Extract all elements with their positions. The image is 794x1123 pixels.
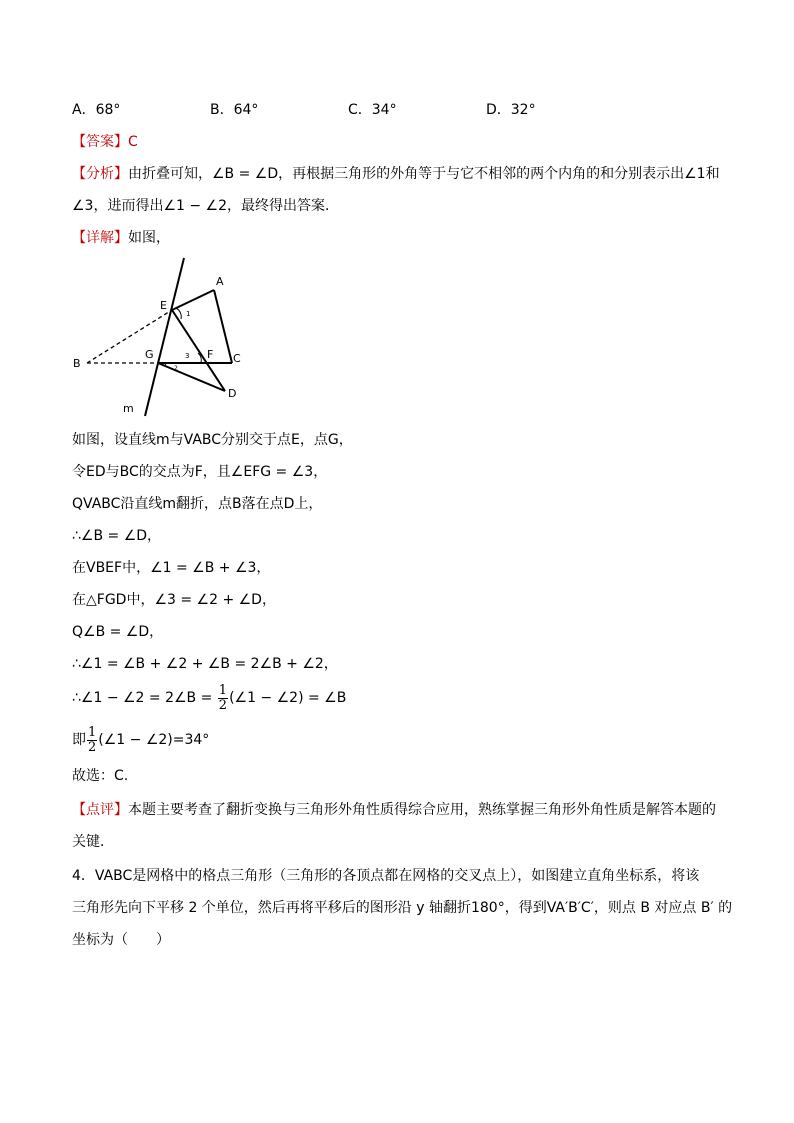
fold-line-m (145, 258, 184, 416)
solution-step-5: 在VBEF中，∠1 = ∠B + ∠3， (72, 560, 271, 576)
solution-step-10 (72, 724, 209, 756)
solution-step-4: ∴∠B = ∠D， (72, 528, 162, 544)
label-E: E (160, 299, 167, 312)
option-a: A．68° (72, 102, 121, 118)
geometry-figure (60, 252, 260, 422)
step10-fraction (87, 726, 97, 755)
option-c: C．34° (348, 102, 397, 118)
question-4-line-3: 坐标为（ ） (72, 932, 170, 948)
question-4-line-1: 4．VABC是网格中的格点三角形（三角形的各顶点都在网格的交叉点上），如图建立直角坐标系，将该 (72, 868, 700, 884)
detail-tag: 【详解】 (72, 230, 128, 246)
solution-step-9 (72, 682, 346, 714)
answer-line (72, 132, 138, 152)
answer-value: C (128, 134, 138, 150)
label-m: m (123, 402, 134, 415)
label-A: A (216, 275, 224, 288)
solution-step-1: 如图，设直线m与VABC分别交于点E，点G， (72, 432, 353, 448)
label-angle-3: 3 (185, 352, 190, 360)
step10-left: 即 (72, 732, 86, 748)
comment-line-2: 关键． (72, 834, 114, 850)
comment-text-1: 本题主要考查了翻折变换与三角形外角性质得综合应用，熟练掌握三角形外角性质是解答本题的 (128, 802, 716, 818)
step10-right: (∠1 − ∠2)=34° (98, 732, 210, 748)
comment-line-1 (72, 800, 716, 820)
label-C: C (233, 352, 241, 365)
step9-frac-num: 1 (218, 682, 228, 698)
solution-step-8: ∴∠1 = ∠B + ∠2 + ∠B = 2∠B + ∠2， (72, 656, 338, 672)
analysis-text-1: 由折叠可知，∠B = ∠D，再根据三角形的外角等于与它不相邻的两个内角的和分别表示出∠1和 (128, 166, 720, 182)
step10-frac-den: 2 (88, 739, 97, 755)
solution-step-7: Q∠B = ∠D， (72, 624, 164, 640)
analysis-line-2: ∠3，进而得出∠1 − ∠2，最终得出答案． (72, 198, 340, 214)
step9-right: (∠1 − ∠2) = ∠B (229, 690, 347, 706)
label-angle-2: 2 (174, 365, 178, 372)
question-4-line-2: 三角形先向下平移 2 个单位，然后再将平移后的图形沿 y 轴翻折180°，得到VA′B′C′，则点 B 对应点 B′ 的 (72, 900, 733, 916)
detail-line (72, 228, 170, 248)
triangle-edges (158, 290, 232, 391)
step10-frac-num: 1 (88, 724, 97, 740)
label-G: G (145, 348, 154, 361)
analysis-line-1 (72, 164, 720, 184)
choice-line: 故选：C. (72, 768, 129, 784)
comment-tag: 【点评】 (72, 802, 128, 818)
step9-fraction (218, 684, 228, 713)
analysis-tag: 【分析】 (72, 166, 128, 182)
option-b: B．64° (210, 102, 259, 118)
label-B: B (73, 357, 81, 370)
solution-step-2: 令ED与BC的交点为F，且∠EFG = ∠3， (72, 464, 328, 480)
option-d: D．32° (486, 102, 536, 118)
label-D: D (228, 387, 237, 400)
step9-frac-den: 2 (218, 697, 228, 713)
label-F: F (207, 348, 214, 361)
answer-tag: 【答案】 (72, 134, 128, 150)
solution-step-3: QVABC沿直线m翻折，点B落在点D上， (72, 496, 323, 512)
solution-step-6: 在△FGD中，∠3 = ∠2 + ∠D， (72, 592, 276, 608)
label-angle-1: 1 (186, 310, 191, 318)
step9-left: ∴∠1 − ∠2 = 2∠B = (72, 690, 217, 706)
detail-intro: 如图， (128, 230, 170, 246)
